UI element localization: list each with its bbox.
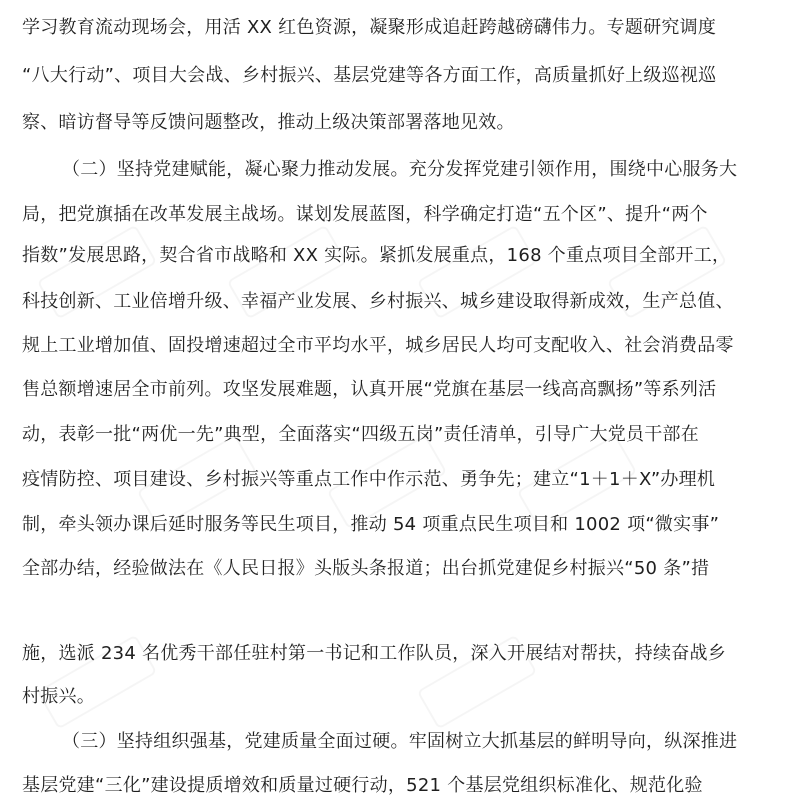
text-line: 察、暗访督导等反馈问题整改，推动上级决策部署落地见效。 — [22, 112, 515, 133]
text-line: 局，把党旗插在改革发展主战场。谋划发展蓝图，科学确定打造“五个区”、提升“两个 — [22, 204, 708, 225]
text-line: 制，牵头领办课后延时服务等民生项目，推动 54 项重点民生项目和 1002 项“微实事” — [22, 514, 720, 535]
text-line: “八大行动”、项目大会战、乡村振兴、基层党建等各方面工作，高质量抓好上级巡视巡 — [22, 65, 717, 86]
text-line: 科技创新、工业倍增升级、幸福产业发展、乡村振兴、城乡建设取得新成效，生产总值、 — [22, 291, 734, 312]
text-line: 疫情防控、项目建设、乡村振兴等重点工作中作示范、勇争先；建立“1＋1＋X”办理机 — [22, 469, 716, 490]
text-line: 基层党建“三化”建设提质增效和质量过硬行动，521 个基层党组织标准化、规范化验 — [22, 775, 703, 796]
text-line: 学习教育流动现场会，用活 XX 红色资源，凝聚形成追赶跨越磅礴伟力。专题研究调度 — [22, 17, 717, 38]
text-line: 村振兴。 — [22, 686, 95, 707]
text-line: 规上工业增加值、固投增速超过全市平均水平，城乡居民人均可支配收入、社会消费品零 — [22, 335, 734, 356]
text-line: 动，表彰一批“两优一先”典型，全面落实“四级五岗”责任清单，引导广大党员干部在 — [22, 424, 700, 445]
text-line: 施，选派 234 名优秀干部任驻村第一书记和工作队员，深入开展结对帮扶，持续奋战乡 — [22, 643, 727, 664]
section-heading-line: （二）坚持党建赋能，凝心聚力推动发展。充分发挥党建引领作用，围绕中心服务大 — [62, 159, 738, 180]
text-line: 全部办结，经验做法在《人民日报》头版头条报道；出台抓党建促乡村振兴“50 条”措 — [22, 558, 710, 579]
text-line: 指数”发展思路，契合省市战略和 XX 实际。紧抓发展重点，168 个重点项目全部开工， — [22, 245, 731, 266]
section-heading-line: （三）坚持组织强基，党建质量全面过硬。牢固树立大抓基层的鲜明导向，纵深推进 — [62, 731, 738, 752]
text-line: 售总额增速居全市前列。攻坚发展难题，认真开展“党旗在基层一线高高飘扬”等系列活 — [22, 379, 717, 400]
